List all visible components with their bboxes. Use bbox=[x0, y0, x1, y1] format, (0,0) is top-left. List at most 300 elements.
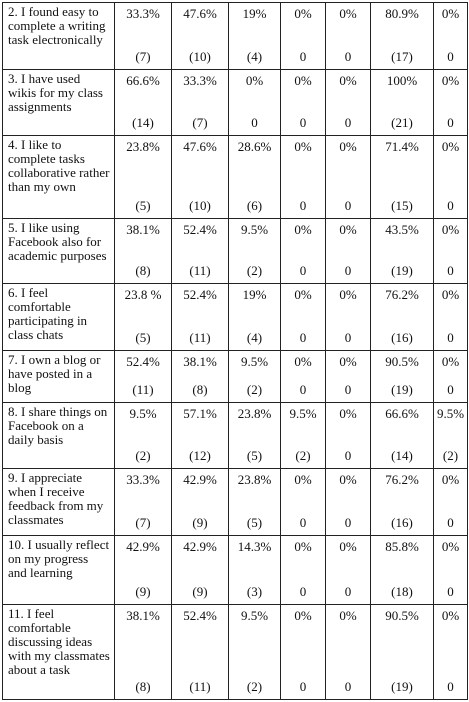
response-count: (2) bbox=[246, 382, 263, 398]
response-count: 0 bbox=[299, 114, 307, 130]
value-cell bbox=[326, 351, 371, 403]
value-cell bbox=[229, 468, 281, 535]
percentage: 52.4% bbox=[183, 221, 217, 237]
value-cell-content bbox=[281, 136, 325, 218]
value-cell-content bbox=[326, 284, 370, 351]
percentage: 90.5% bbox=[385, 607, 419, 623]
percentage: 42.9% bbox=[183, 471, 217, 487]
value-cell-content bbox=[281, 219, 325, 283]
value-cell bbox=[371, 351, 434, 403]
response-count: (4) bbox=[246, 330, 263, 346]
response-count: (2) bbox=[246, 262, 263, 278]
table-row bbox=[3, 3, 468, 70]
percentage: 0% bbox=[294, 471, 312, 487]
percentage: 0% bbox=[339, 354, 357, 370]
value-cell bbox=[371, 468, 434, 535]
percentage: 0% bbox=[245, 72, 264, 88]
value-cell bbox=[371, 283, 434, 351]
percentage: 0% bbox=[441, 607, 460, 623]
value-cell bbox=[281, 468, 326, 535]
response-count: (6) bbox=[246, 197, 263, 213]
value-cell-content bbox=[172, 284, 228, 351]
statement-text: 5. I like using Facebook also for academic purposes bbox=[8, 219, 107, 263]
response-count: (2) bbox=[442, 447, 459, 463]
percentage: 23.8% bbox=[237, 406, 272, 422]
value-cell-content bbox=[434, 403, 467, 468]
statement-cell bbox=[3, 69, 115, 135]
value-cell bbox=[115, 403, 172, 469]
statement-cell bbox=[3, 604, 115, 699]
response-count: (7) bbox=[135, 514, 151, 530]
value-cell-content bbox=[281, 469, 325, 535]
value-cell-content bbox=[172, 351, 228, 402]
value-cell bbox=[229, 604, 281, 699]
value-cell bbox=[229, 535, 281, 604]
percentage: 0% bbox=[441, 221, 460, 237]
percentage: 0% bbox=[339, 286, 357, 302]
value-cell bbox=[172, 283, 229, 351]
value-cell bbox=[229, 69, 281, 135]
value-cell bbox=[172, 69, 229, 135]
value-cell bbox=[172, 351, 229, 403]
percentage: 47.6% bbox=[183, 138, 217, 154]
percentage: 42.9% bbox=[126, 538, 160, 554]
response-count: (5) bbox=[246, 514, 263, 530]
response-count: 0 bbox=[299, 382, 307, 398]
response-count: (3) bbox=[246, 583, 263, 599]
value-cell bbox=[434, 604, 468, 699]
percentage: 0% bbox=[441, 138, 460, 154]
value-cell-content bbox=[172, 605, 228, 699]
statement-cell bbox=[3, 3, 115, 70]
value-cell-content bbox=[434, 70, 467, 135]
value-cell-content bbox=[371, 136, 433, 218]
response-count: 0 bbox=[299, 197, 307, 213]
response-count: (8) bbox=[192, 382, 208, 398]
response-count: (10) bbox=[189, 197, 211, 213]
value-cell-content bbox=[172, 403, 228, 468]
value-cell bbox=[371, 604, 434, 699]
response-count: (9) bbox=[192, 514, 208, 530]
percentage: 0% bbox=[294, 138, 312, 154]
value-cell-content bbox=[229, 605, 280, 699]
response-count: (5) bbox=[246, 447, 263, 463]
response-count: (10) bbox=[189, 48, 211, 64]
value-cell bbox=[229, 351, 281, 403]
value-cell bbox=[326, 218, 371, 283]
value-cell bbox=[371, 403, 434, 469]
percentage: 90.5% bbox=[385, 354, 419, 370]
response-count: (5) bbox=[135, 330, 151, 346]
response-count: (11) bbox=[132, 382, 154, 398]
value-cell bbox=[371, 3, 434, 70]
response-count: 0 bbox=[344, 382, 352, 398]
percentage: 71.4% bbox=[385, 138, 419, 154]
percentage: 33.3% bbox=[126, 471, 160, 487]
value-cell-content bbox=[281, 403, 325, 468]
value-cell-content bbox=[115, 219, 171, 283]
statement-cell bbox=[3, 403, 115, 469]
table-row bbox=[3, 218, 468, 283]
value-cell bbox=[229, 218, 281, 283]
response-count: 0 bbox=[447, 262, 454, 278]
percentage: 43.5% bbox=[385, 221, 419, 237]
value-cell-content bbox=[281, 536, 325, 604]
value-cell bbox=[115, 351, 172, 403]
value-cell bbox=[281, 283, 326, 351]
response-count: (9) bbox=[192, 583, 208, 599]
value-cell-content bbox=[371, 605, 433, 699]
percentage: 19% bbox=[242, 6, 267, 21]
response-count: 0 bbox=[299, 514, 307, 530]
statement-text: 3. I have used wikis for my class assignments bbox=[8, 70, 103, 114]
response-count: (8) bbox=[135, 262, 151, 278]
value-cell bbox=[434, 135, 468, 218]
response-count: 0 bbox=[344, 48, 352, 64]
response-count: 0 bbox=[344, 679, 352, 694]
value-cell bbox=[281, 351, 326, 403]
value-cell-content bbox=[371, 3, 433, 69]
response-count: (2) bbox=[135, 447, 151, 463]
percentage: 38.1% bbox=[126, 607, 160, 623]
value-cell bbox=[229, 135, 281, 218]
statement-text: 2. I found easy to complete a writing task electronically bbox=[8, 4, 106, 47]
percentage: 9.5% bbox=[240, 221, 269, 237]
response-count: (21) bbox=[391, 114, 413, 130]
value-cell bbox=[172, 468, 229, 535]
value-cell-content bbox=[172, 536, 228, 604]
value-cell-content bbox=[434, 219, 467, 283]
percentage: 52.4% bbox=[126, 354, 160, 370]
value-cell bbox=[434, 535, 468, 604]
percentage: 23.8 % bbox=[124, 286, 162, 302]
value-cell-content bbox=[115, 536, 171, 604]
value-cell-content bbox=[229, 3, 280, 69]
value-cell bbox=[434, 283, 468, 351]
percentage: 66.6% bbox=[126, 72, 160, 88]
value-cell-content bbox=[229, 136, 280, 218]
value-cell-content bbox=[115, 284, 171, 351]
response-count: 0 bbox=[447, 382, 454, 398]
value-cell-content bbox=[115, 469, 171, 535]
value-cell-content bbox=[326, 70, 370, 135]
percentage: 33.3% bbox=[183, 72, 217, 88]
response-count: 0 bbox=[447, 330, 454, 346]
value-cell-content bbox=[115, 403, 171, 468]
response-count: 0 bbox=[344, 262, 352, 278]
table-row bbox=[3, 135, 468, 218]
value-cell-content bbox=[326, 605, 370, 699]
percentage: 80.9% bbox=[385, 6, 419, 21]
percentage: 23.8% bbox=[237, 471, 272, 487]
percentage: 42.9% bbox=[183, 538, 217, 554]
response-count: 0 bbox=[344, 514, 352, 530]
value-cell bbox=[326, 468, 371, 535]
percentage: 0% bbox=[339, 607, 357, 623]
value-cell bbox=[172, 604, 229, 699]
value-cell bbox=[115, 604, 172, 699]
response-count: (12) bbox=[189, 447, 211, 463]
value-cell-content bbox=[229, 403, 280, 468]
percentage: 38.1% bbox=[183, 354, 217, 370]
response-count: (16) bbox=[391, 330, 413, 346]
statement-cell bbox=[3, 135, 115, 218]
table-row bbox=[3, 535, 468, 604]
table-row bbox=[3, 351, 468, 403]
value-cell bbox=[371, 218, 434, 283]
response-count: (17) bbox=[391, 48, 413, 64]
value-cell-content bbox=[172, 469, 228, 535]
value-cell bbox=[326, 403, 371, 469]
value-cell-content bbox=[326, 469, 370, 535]
statement-text: 11. I feel comfortable discussing ideas with my classmates about a task bbox=[8, 605, 110, 677]
table-row bbox=[3, 604, 468, 699]
value-cell-content bbox=[229, 70, 280, 135]
value-cell-content bbox=[326, 403, 370, 468]
value-cell bbox=[172, 3, 229, 70]
response-count: 0 bbox=[344, 114, 352, 130]
value-cell-content bbox=[434, 284, 467, 351]
value-cell-content bbox=[434, 136, 467, 218]
percentage: 23.8% bbox=[126, 138, 160, 154]
percentage: 0% bbox=[441, 354, 460, 370]
percentage: 0% bbox=[294, 72, 312, 88]
response-count: 0 bbox=[447, 197, 454, 213]
percentage: 0% bbox=[339, 471, 357, 487]
percentage: 0% bbox=[294, 221, 312, 237]
percentage: 0% bbox=[339, 138, 357, 154]
response-count: (14) bbox=[132, 114, 154, 130]
value-cell-content bbox=[371, 351, 433, 402]
value-cell-content bbox=[229, 219, 280, 283]
value-cell-content bbox=[115, 70, 171, 135]
value-cell bbox=[115, 3, 172, 70]
response-count: 0 bbox=[447, 679, 454, 694]
percentage: 0% bbox=[294, 6, 312, 21]
value-cell bbox=[229, 283, 281, 351]
response-count: (8) bbox=[135, 679, 151, 694]
response-count: 0 bbox=[344, 447, 352, 463]
value-cell bbox=[434, 69, 468, 135]
value-cell bbox=[371, 535, 434, 604]
response-count: 0 bbox=[299, 48, 307, 64]
value-cell-content bbox=[326, 536, 370, 604]
percentage: 0% bbox=[441, 286, 460, 302]
value-cell bbox=[281, 69, 326, 135]
value-cell-content bbox=[172, 219, 228, 283]
value-cell-content bbox=[172, 136, 228, 218]
response-count: (14) bbox=[391, 447, 413, 463]
value-cell-content bbox=[115, 3, 171, 69]
response-count: 0 bbox=[447, 114, 454, 130]
percentage: 38.1% bbox=[126, 221, 160, 237]
value-cell bbox=[326, 69, 371, 135]
response-count: 0 bbox=[447, 514, 454, 530]
percentage: 0% bbox=[441, 538, 460, 554]
percentage: 28.6% bbox=[237, 138, 272, 154]
percentage: 9.5% bbox=[129, 406, 157, 422]
response-count: (18) bbox=[391, 583, 413, 599]
percentage: 9.5% bbox=[289, 406, 317, 422]
percentage: 0% bbox=[339, 72, 357, 88]
statement-text: 7. I own a blog or have posted in a blog bbox=[8, 352, 101, 396]
value-cell-content bbox=[371, 403, 433, 468]
value-cell bbox=[281, 3, 326, 70]
response-count: 0 bbox=[299, 262, 307, 278]
table-row bbox=[3, 283, 468, 351]
value-cell bbox=[326, 135, 371, 218]
value-cell-content bbox=[229, 351, 280, 402]
response-count: (15) bbox=[391, 197, 413, 213]
response-count: (19) bbox=[391, 382, 413, 398]
statement-cell bbox=[3, 535, 115, 604]
response-count: 0 bbox=[251, 114, 258, 130]
statement-text: 9. I appreciate when I receive feedback from my classmates bbox=[8, 469, 104, 527]
value-cell bbox=[281, 135, 326, 218]
value-cell-content bbox=[434, 3, 467, 69]
value-cell-content bbox=[281, 3, 325, 69]
value-cell bbox=[115, 535, 172, 604]
response-count: (11) bbox=[189, 679, 211, 694]
value-cell-content bbox=[281, 351, 325, 402]
value-cell bbox=[172, 218, 229, 283]
value-cell-content bbox=[434, 536, 467, 604]
value-cell-content bbox=[229, 536, 280, 604]
response-count: 0 bbox=[299, 330, 307, 346]
value-cell bbox=[281, 218, 326, 283]
value-cell bbox=[281, 535, 326, 604]
response-count: 0 bbox=[344, 330, 352, 346]
percentage: 0% bbox=[294, 354, 312, 370]
value-cell bbox=[326, 3, 371, 70]
percentage: 19% bbox=[242, 286, 267, 302]
percentage: 9.5% bbox=[240, 607, 269, 623]
value-cell-content bbox=[371, 536, 433, 604]
statement-cell bbox=[3, 468, 115, 535]
value-cell-content bbox=[434, 351, 467, 402]
value-cell bbox=[371, 135, 434, 218]
value-cell-content bbox=[229, 469, 280, 535]
value-cell-content bbox=[281, 70, 325, 135]
table-row bbox=[3, 403, 468, 469]
percentage: 100% bbox=[386, 72, 418, 88]
percentage: 0% bbox=[294, 286, 312, 302]
value-cell bbox=[229, 403, 281, 469]
percentage: 47.6% bbox=[183, 6, 217, 21]
table-row bbox=[3, 468, 468, 535]
value-cell-content bbox=[172, 70, 228, 135]
response-count: (19) bbox=[391, 679, 413, 694]
percentage: 76.2% bbox=[385, 286, 419, 302]
value-cell-content bbox=[326, 136, 370, 218]
response-count: (2) bbox=[246, 679, 263, 694]
value-cell-content bbox=[371, 469, 433, 535]
value-cell bbox=[229, 3, 281, 70]
percentage: 76.2% bbox=[385, 471, 419, 487]
statement-cell bbox=[3, 218, 115, 283]
value-cell bbox=[434, 403, 468, 469]
value-cell-content bbox=[229, 284, 280, 351]
statement-text: 8. I share things on Facebook on a daily basis bbox=[8, 404, 108, 448]
value-cell-content bbox=[371, 284, 433, 351]
value-cell bbox=[326, 604, 371, 699]
percentage: 85.8% bbox=[385, 538, 419, 554]
value-cell bbox=[281, 403, 326, 469]
survey-results-table bbox=[2, 2, 468, 700]
percentage: 57.1% bbox=[183, 406, 217, 422]
value-cell bbox=[172, 535, 229, 604]
percentage: 0% bbox=[339, 406, 357, 422]
response-count: (19) bbox=[391, 262, 413, 278]
value-cell bbox=[115, 468, 172, 535]
response-count: (5) bbox=[135, 197, 151, 213]
percentage: 14.3% bbox=[237, 538, 272, 554]
value-cell bbox=[434, 218, 468, 283]
response-count: (4) bbox=[246, 48, 263, 64]
value-cell-content bbox=[434, 605, 467, 699]
statement-text: 6. I feel comfortable participating in class chats bbox=[8, 284, 88, 342]
value-cell-content bbox=[326, 351, 370, 402]
value-cell-content bbox=[281, 605, 325, 699]
percentage: 52.4% bbox=[183, 607, 217, 623]
value-cell bbox=[371, 69, 434, 135]
response-count: (16) bbox=[391, 514, 413, 530]
response-count: 0 bbox=[344, 583, 352, 599]
value-cell bbox=[326, 283, 371, 351]
value-cell-content bbox=[434, 469, 467, 535]
value-cell bbox=[326, 535, 371, 604]
percentage: 9.5% bbox=[436, 406, 465, 422]
percentage: 0% bbox=[441, 471, 460, 487]
table-body bbox=[3, 3, 468, 700]
percentage: 0% bbox=[294, 607, 312, 623]
value-cell bbox=[434, 468, 468, 535]
value-cell bbox=[172, 403, 229, 469]
percentage: 0% bbox=[339, 538, 357, 554]
response-count: 0 bbox=[447, 583, 454, 599]
response-count: 0 bbox=[299, 679, 307, 694]
response-count: (9) bbox=[135, 583, 151, 599]
value-cell bbox=[115, 69, 172, 135]
response-count: 0 bbox=[299, 583, 307, 599]
value-cell-content bbox=[326, 3, 370, 69]
value-cell-content bbox=[115, 351, 171, 402]
value-cell bbox=[434, 3, 468, 70]
value-cell-content bbox=[371, 70, 433, 135]
percentage: 0% bbox=[441, 6, 460, 21]
value-cell-content bbox=[172, 3, 228, 69]
percentage: 66.6% bbox=[385, 406, 419, 422]
value-cell-content bbox=[371, 219, 433, 283]
value-cell-content bbox=[115, 136, 171, 218]
value-cell bbox=[281, 604, 326, 699]
percentage: 0% bbox=[441, 72, 460, 88]
value-cell bbox=[172, 135, 229, 218]
response-count: (2) bbox=[295, 447, 311, 463]
statement-cell bbox=[3, 283, 115, 351]
response-count: (11) bbox=[189, 330, 211, 346]
percentage: 0% bbox=[339, 6, 357, 21]
percentage: 0% bbox=[294, 538, 312, 554]
value-cell-content bbox=[115, 605, 171, 699]
response-count: (7) bbox=[135, 48, 151, 64]
value-cell-content bbox=[326, 219, 370, 283]
percentage: 52.4% bbox=[183, 286, 217, 302]
statement-text: 10. I usually reflect on my progress and learning bbox=[8, 536, 110, 580]
percentage: 33.3% bbox=[126, 6, 160, 21]
value-cell bbox=[115, 218, 172, 283]
response-count: (7) bbox=[192, 114, 208, 130]
